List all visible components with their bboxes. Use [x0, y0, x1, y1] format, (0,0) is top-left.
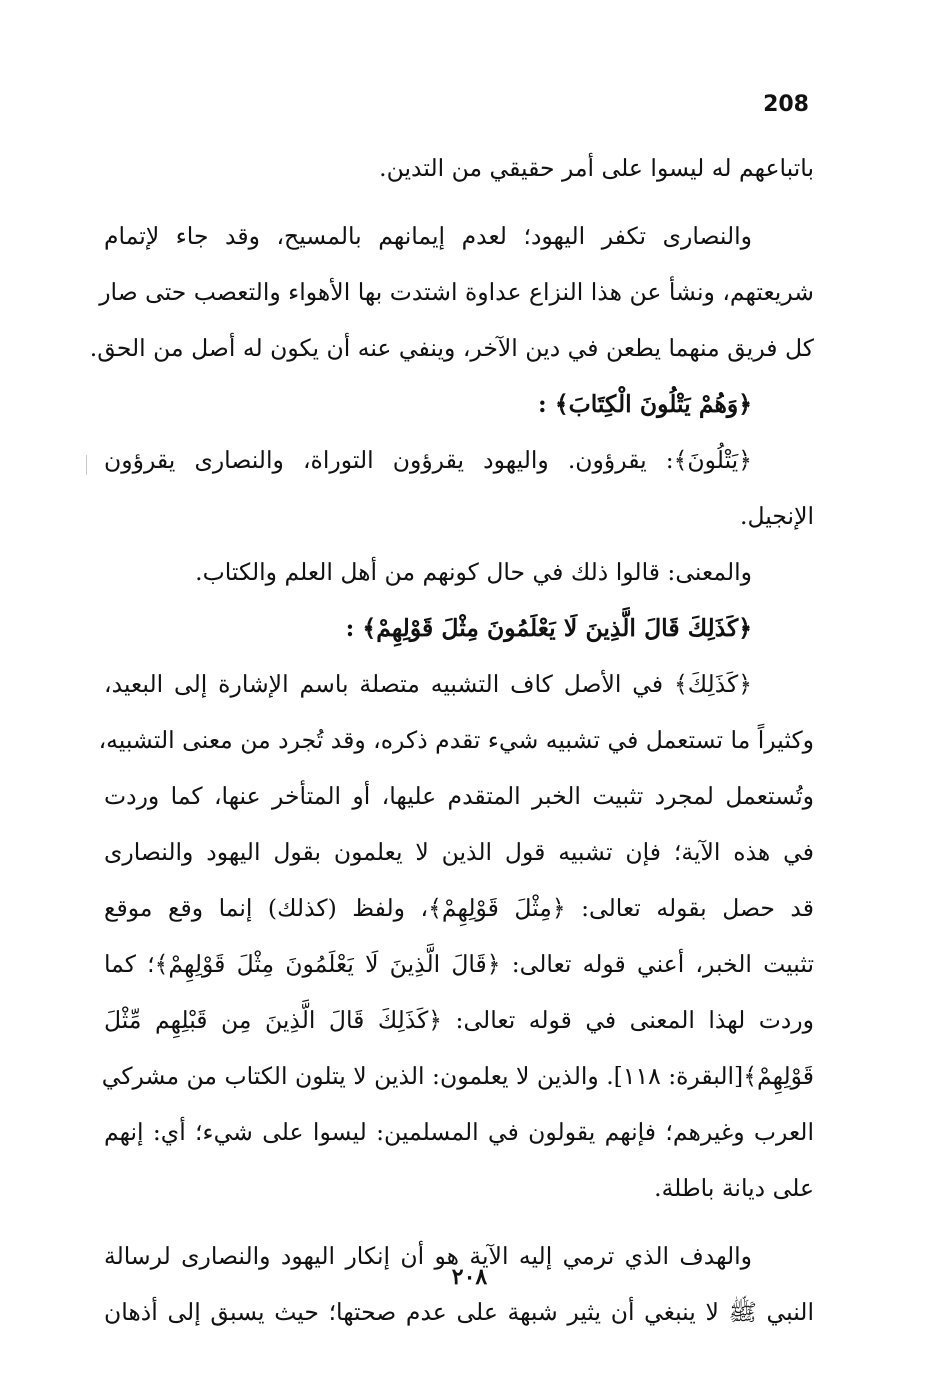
body-text	[89, 140, 814, 1340]
text-line: على ديانة باطلة.	[654, 1174, 814, 1202]
text-line: النبي ﷺ لا ينبغي أن يثير شبهة على عدم صحتها؛ حيث يسبق إلى أذهان	[104, 1298, 814, 1326]
text-line: والنصارى تكفر اليهود؛ لعدم إيمانهم بالمسيح، وقد جاء لإتمام	[104, 222, 752, 250]
paragraph-gap	[104, 1216, 814, 1228]
text-line: تثبيت الخبر، أعني قوله تعالى: ﴿قَالَ الَّذِينَ لَا يَعْلَمُونَ مِثْلَ قَوْلِهِمْ﴾؛ كما	[104, 950, 814, 978]
text-line: شريعتهم، ونشأ عن هذا النزاع عداوة اشتدت بها الأهواء والتعصب حتى صار	[99, 278, 814, 306]
text-line: باتباعهم له ليسوا على أمر حقيقي من التدين.	[379, 154, 814, 182]
text-line: العرب وغيرهم؛ فإنهم يقولون في المسلمين: ليسوا على شيء؛ أي: إنهم	[104, 1118, 814, 1146]
text-line: قَوْلِهِمْ﴾[البقرة: ١١٨]. والذين لا يعلمون: الذين لا يتلون الكتاب من مشركي	[101, 1062, 814, 1090]
text-line: ﴿يَتْلُونَ﴾: يقرؤون. واليهود يقرؤون التوراة، والنصارى يقرؤون	[104, 446, 752, 474]
text-line: ﴿كَذَلِكَ﴾ في الأصل كاف التشبيه متصلة باسم الإشارة إلى البعيد،	[104, 670, 752, 698]
text-line: قد حصل بقوله تعالى: ﴿مِثْلَ قَوْلِهِمْ﴾، ولفظ (كذلك) إنما وقع موقع	[104, 894, 814, 922]
text-line: في هذه الآية؛ فإن تشبيه قول الذين لا يعلمون بقول اليهود والنصارى	[104, 838, 814, 866]
margin-mark	[86, 455, 87, 475]
text-line: وتُستعمل لمجرد تثبيت الخبر المتقدم عليها، أو المتأخر عنها، كما وردت	[104, 782, 814, 810]
text-line: الإنجيل.	[740, 502, 814, 530]
paragraph-gap	[104, 196, 814, 208]
text-line: وردت لهذا المعنى في قوله تعالى: ﴿كَذَلِكَ قَالَ الَّذِينَ مِن قَبْلِهِم مِّثْلَ	[104, 1006, 814, 1034]
text-line: ﴿وَهُمْ يَتْلُونَ الْكِتَابَ﴾ :	[538, 390, 752, 418]
page-number-top: 208	[763, 92, 809, 117]
text-line: ﴿كَذَلِكَ قَالَ الَّذِينَ لَا يَعْلَمُونَ مِثْلَ قَوْلِهِمْ﴾ :	[345, 614, 752, 642]
text-line: والمعنى: قالوا ذلك في حال كونهم من أهل العلم والكتاب.	[195, 558, 752, 586]
text-line: والهدف الذي ترمي إليه الآية هو أن إنكار اليهود والنصارى لرسالة	[104, 1242, 752, 1270]
text-line: كل فريق منهما يطعن في دين الآخر، وينفي عنه أن يكون له أصل من الحق.	[89, 334, 814, 362]
page-number-bottom: ٢٠٨	[451, 1264, 488, 1290]
text-line: وكثيراً ما تستعمل في تشبيه شيء تقدم ذكره، وقد تُجرد من معنى التشبيه،	[98, 726, 814, 754]
